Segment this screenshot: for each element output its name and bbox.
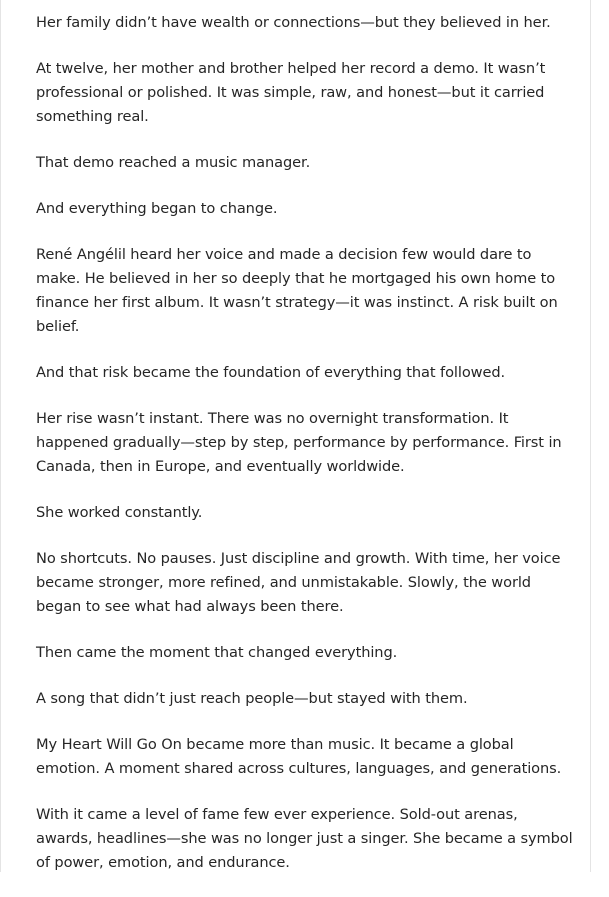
paragraph: And everything began to change. xyxy=(36,200,278,217)
paragraph: At twelve, her mother and brother helped her record a demo. It wasn’t professional or polished. It was simple, raw, and honest—but it carried something real. xyxy=(36,60,546,125)
paragraph: My Heart Will Go On became more than music. It became a global emotion. A moment shared across cultures, languages, and generations. xyxy=(36,736,562,777)
paragraph: And that risk became the foundation of everything that followed. xyxy=(36,364,506,381)
article-body xyxy=(36,11,576,897)
paragraph: Then came the moment that changed everything. xyxy=(36,644,398,661)
paragraph: No shortcuts. No pauses. Just discipline and growth. With time, her voice became stronger, more refined, and unmistakable. Slowly, the world began to see what had always been there. xyxy=(36,550,561,615)
paragraph: Her rise wasn’t instant. There was no overnight transformation. It happened gradually—step by step, performance by performance. First in Canada, then in Europe, and eventually worldwide. xyxy=(36,410,562,475)
paragraph: Her family didn’t have wealth or connections—but they believed in her. xyxy=(36,14,551,31)
paragraph: René Angélil heard her voice and made a decision few would dare to make. He believed in her so deeply that he mortgaged his own home to finance her first album. It wasn’t strategy—it was instinct. A risk built on belief. xyxy=(36,246,558,335)
paragraph: A song that didn’t just reach people—but stayed with them. xyxy=(36,690,468,707)
paragraph: That demo reached a music manager. xyxy=(36,154,311,171)
paragraph: She worked constantly. xyxy=(36,504,203,521)
paragraph: With it came a level of fame few ever experience. Sold-out arenas, awards, headlines—she was no longer just a singer. She became a symbol of power, emotion, and endurance. xyxy=(36,806,573,871)
